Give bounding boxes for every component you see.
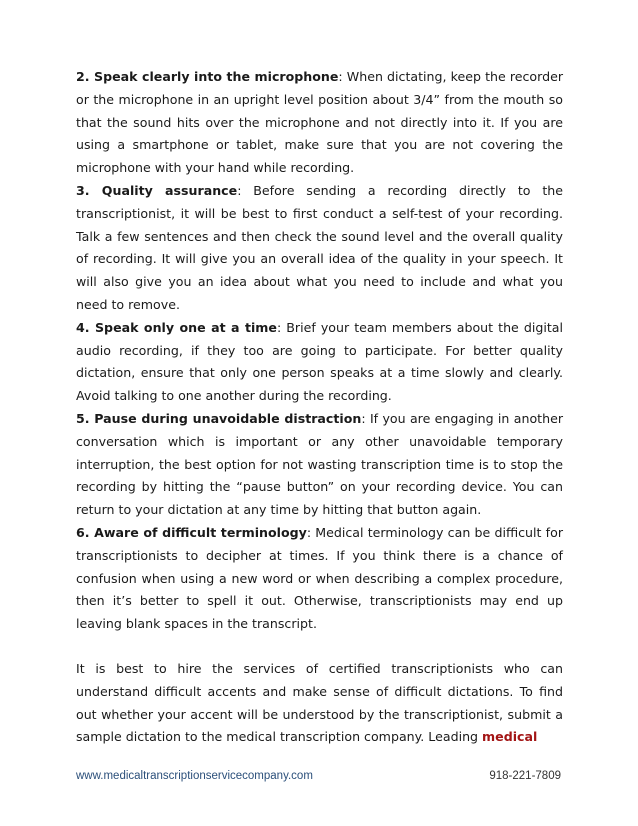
item-separator: : (306, 524, 316, 540)
item-heading: 3. Quality assurance (76, 182, 238, 198)
item-speak-clearly (76, 66, 563, 180)
item-heading: 4. Speak only one at a time (76, 319, 277, 335)
item-text: Before sending a recording directly to the transcriptionist, it will be best to first conduct a self-test of your recording. Talk a few sentences and then check the sound level and the overall quality of recording. It will give you an overall idea of the quality in your speech. It will also give you an idea about what you need to include and what you need to remove. (76, 182, 563, 312)
item-difficult-terminology (76, 522, 563, 636)
item-heading: 6. Aware of difficult terminology (76, 524, 307, 540)
item-heading: 5. Pause during unavoidable distraction (76, 410, 362, 426)
item-text: When dictating, keep the recorder or the microphone in an upright level position about 3/4” from the mouth so that the sound hits over the microphone and not directly into it. If you are using a smartphone or tablet, make sure that you are not covering the microphone with your hand while recording. (76, 69, 564, 176)
footer-website-link[interactable]: www.medicaltranscriptionservicecompany.com (76, 770, 313, 782)
footer-phone: 918-221-7809 (489, 770, 561, 782)
item-heading: 2. Speak clearly into the microphone (76, 69, 339, 84)
item-text: Brief your team members about the digital audio recording, if they too are going to participate. For better quality dictation, ensure that only one person speaks at a time slowly and clearly. Avoid talking to one another during the recording. (76, 319, 563, 404)
item-separator: : (276, 319, 287, 335)
item-speak-one-at-a-time (76, 317, 563, 408)
paragraph-gap (76, 636, 563, 658)
closing-paragraph (76, 658, 563, 749)
item-separator: : (338, 69, 347, 84)
item-quality-assurance (76, 180, 563, 317)
document-page (76, 66, 563, 749)
medical-link[interactable]: medical (482, 729, 538, 745)
item-separator: : (237, 182, 254, 198)
page-footer (76, 770, 563, 788)
closing-text: It is best to hire the services of certified transcriptionists who can understand difficult accents and make sense of difficult dictations. To find out whether your accent will be understood by the transcriptionist, submit a sample dictation to the medical transcription company. Leading (76, 660, 563, 745)
item-separator: : (361, 410, 370, 426)
item-text: Medical terminology can be difficult for transcriptionists to decipher at times. If you think there is a chance of confusion when using a new word or when describing a complex procedure, then it’s better to spell it out. Otherwise, transcriptionists may end up leaving blank spaces in the transcript. (76, 524, 563, 632)
item-pause-distraction (76, 408, 563, 522)
item-text: If you are engaging in another conversation which is important or any other unavoidable temporary interruption, the best option for not wasting transcription time is to stop the recording by hitting the “pause button” on your recording device. You can return to your dictation at any time by hitting that button again. (76, 410, 564, 518)
